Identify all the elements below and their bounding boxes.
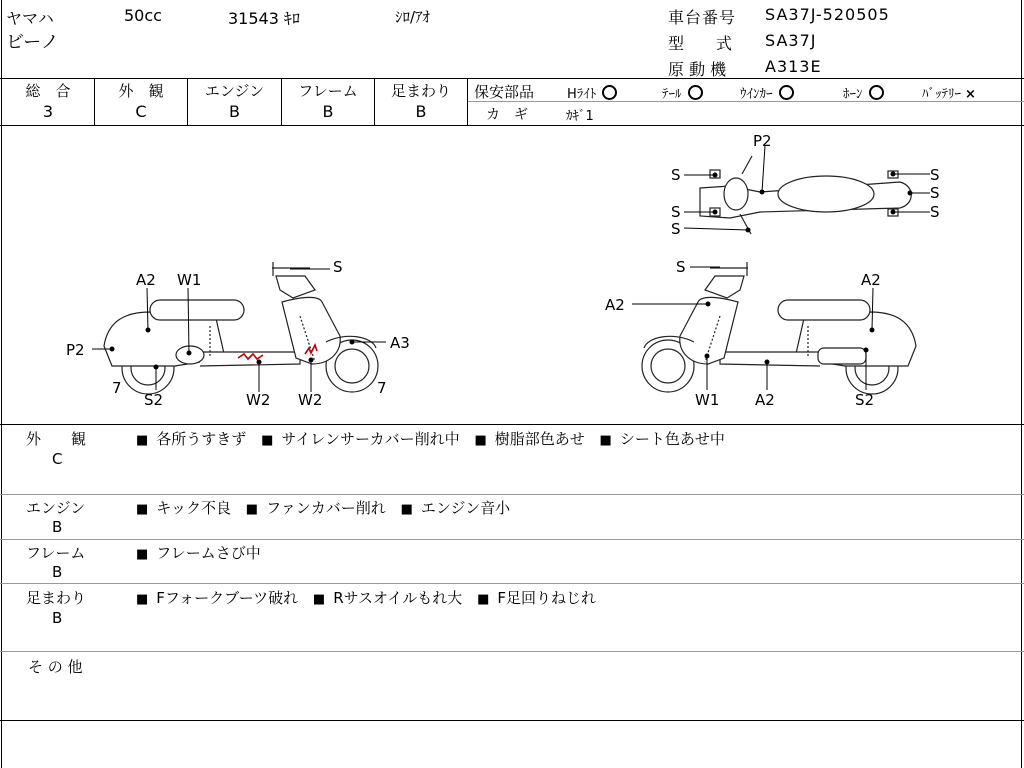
engine-item: エンジン音小 bbox=[420, 499, 511, 517]
engine-item: キック不良 bbox=[156, 499, 231, 517]
label-left-w1: W1 bbox=[177, 271, 202, 289]
grade-frame-label: フレーム bbox=[298, 82, 358, 100]
label-left-p2: P2 bbox=[66, 341, 85, 359]
bullet-icon: ■ bbox=[400, 502, 413, 517]
frame-section-label: フレーム bbox=[26, 544, 86, 562]
safety-horn: ﾎｰﾝ bbox=[843, 83, 884, 102]
diagram-divider bbox=[0, 424, 1024, 425]
battery-ng-icon: × bbox=[965, 87, 976, 102]
headlight-ok-icon bbox=[602, 85, 617, 100]
header-divider bbox=[0, 78, 1024, 79]
key-label: カ ギ bbox=[486, 107, 528, 123]
safety-battery: ﾊﾞｯﾃﾘｰ × bbox=[922, 87, 976, 102]
mileage: 31543 ｷﾛ bbox=[228, 9, 300, 28]
label-top-s4: S bbox=[930, 166, 940, 184]
bullet-icon: ■ bbox=[136, 592, 149, 607]
color: ｼﾛ/ｱｵ bbox=[395, 8, 431, 26]
exterior-item: 樹脂部色あせ bbox=[494, 430, 585, 448]
suspension-section-label: 足まわり bbox=[26, 589, 87, 607]
scooter-diagram bbox=[0, 126, 1024, 424]
type-label: 型 式 bbox=[668, 34, 733, 53]
bullet-icon: ■ bbox=[312, 592, 326, 607]
engine-item: ファンカバー削れ bbox=[266, 499, 386, 517]
suspension-item: Rサスオイルもれ大 bbox=[333, 589, 463, 607]
suspension-item: F足回りねじれ bbox=[497, 589, 597, 607]
label-top-s3: S bbox=[671, 220, 681, 238]
label-top-s6: S bbox=[930, 203, 940, 221]
safety-winker: ｳｲﾝｶｰ bbox=[740, 83, 794, 102]
displacement: 50cc bbox=[124, 6, 162, 25]
label-left-w2b: W2 bbox=[298, 391, 323, 409]
bullet-icon: ■ bbox=[261, 433, 274, 448]
other-divider bbox=[0, 720, 1024, 721]
model-name: ビーノ bbox=[6, 32, 59, 53]
label-right-w1: W1 bbox=[695, 391, 720, 409]
label-top-p2: P2 bbox=[753, 132, 772, 150]
safety-tail: ﾃｰﾙ bbox=[662, 83, 703, 102]
engine-section-label: エンジン bbox=[26, 499, 86, 517]
frame-items bbox=[136, 542, 271, 563]
grade-total-label: 総 合 bbox=[25, 82, 71, 100]
section-divider bbox=[0, 651, 1024, 652]
exterior-item: 各所うすきず bbox=[156, 430, 247, 448]
maker: ヤマハ bbox=[6, 9, 54, 28]
grade-sep-5 bbox=[467, 78, 468, 125]
horn-ok-icon bbox=[869, 85, 884, 100]
top-view-scooter bbox=[700, 156, 911, 234]
label-top-s1: S bbox=[671, 166, 681, 184]
bullet-icon: ■ bbox=[474, 433, 487, 448]
engine-items bbox=[136, 497, 520, 518]
other-label: そ の 他 bbox=[28, 658, 83, 676]
safety-headlight: Hﾗｲﾄ bbox=[567, 83, 617, 102]
safety-label: 保安部品 bbox=[474, 83, 535, 101]
suspension-item: Fフォークブーツ破れ bbox=[156, 589, 299, 607]
grade-frame-value: B bbox=[322, 102, 334, 121]
engine-section-grade: B bbox=[52, 518, 63, 536]
bullet-icon: ■ bbox=[599, 433, 612, 448]
winker-ok-icon bbox=[779, 85, 794, 100]
label-right-s: S bbox=[676, 258, 686, 276]
label-left-a2: A2 bbox=[136, 271, 156, 289]
grade-engine-label: エンジン bbox=[204, 82, 265, 100]
grade-suspension-value: B bbox=[415, 102, 427, 121]
label-left-s2: S2 bbox=[144, 391, 164, 409]
label-left-s: S bbox=[333, 258, 343, 276]
bullet-icon: ■ bbox=[245, 502, 259, 517]
exterior-item: サイレンサーカバー削れ中 bbox=[281, 430, 460, 448]
chassis-label: 車台番号 bbox=[668, 8, 737, 27]
type-value: SA37J bbox=[765, 31, 817, 50]
frame-item: フレームさび中 bbox=[156, 544, 261, 562]
label-left-w2a: W2 bbox=[246, 391, 271, 409]
bullet-icon: ■ bbox=[136, 547, 149, 562]
bullet-icon: ■ bbox=[136, 433, 149, 448]
grade-total-value: 3 bbox=[42, 102, 54, 121]
label-right-a2-top: A2 bbox=[861, 271, 881, 289]
label-right-a2-bottom: A2 bbox=[755, 391, 775, 409]
label-right-s2: S2 bbox=[855, 391, 875, 409]
label-top-s2: S bbox=[671, 203, 681, 221]
grade-exterior-value: C bbox=[135, 102, 147, 121]
grade-engine-value: B bbox=[229, 102, 240, 121]
bullet-icon: ■ bbox=[136, 502, 149, 517]
label-left-7b: 7 bbox=[377, 379, 387, 397]
grade-suspension-label: 足まわり bbox=[390, 82, 451, 100]
exterior-grade: C bbox=[52, 450, 63, 468]
frame-section-grade: B bbox=[52, 563, 63, 581]
bullet-icon: ■ bbox=[477, 592, 490, 607]
suspension-section-grade: B bbox=[52, 609, 63, 627]
label-top-s5: S bbox=[930, 184, 940, 202]
exterior-label: 外 観 bbox=[26, 430, 87, 448]
label-left-7a: 7 bbox=[112, 379, 122, 397]
tail-ok-icon bbox=[688, 85, 703, 100]
label-left-a3: A3 bbox=[390, 334, 410, 352]
engine-label: 原 動 機 bbox=[668, 60, 727, 79]
exterior-items bbox=[136, 428, 735, 449]
key-value: ｶｷﾞ1 bbox=[566, 109, 594, 124]
label-right-a2-left: A2 bbox=[605, 296, 625, 314]
engine-value: A313E bbox=[765, 57, 822, 76]
section-divider bbox=[0, 539, 1024, 540]
suspension-items bbox=[136, 587, 606, 608]
grade-exterior-label: 外 観 bbox=[118, 82, 164, 100]
exterior-item: シート色あせ中 bbox=[619, 430, 725, 448]
section-divider bbox=[0, 494, 1024, 495]
chassis-value: SA37J-520505 bbox=[765, 5, 890, 24]
section-divider bbox=[0, 583, 1024, 584]
